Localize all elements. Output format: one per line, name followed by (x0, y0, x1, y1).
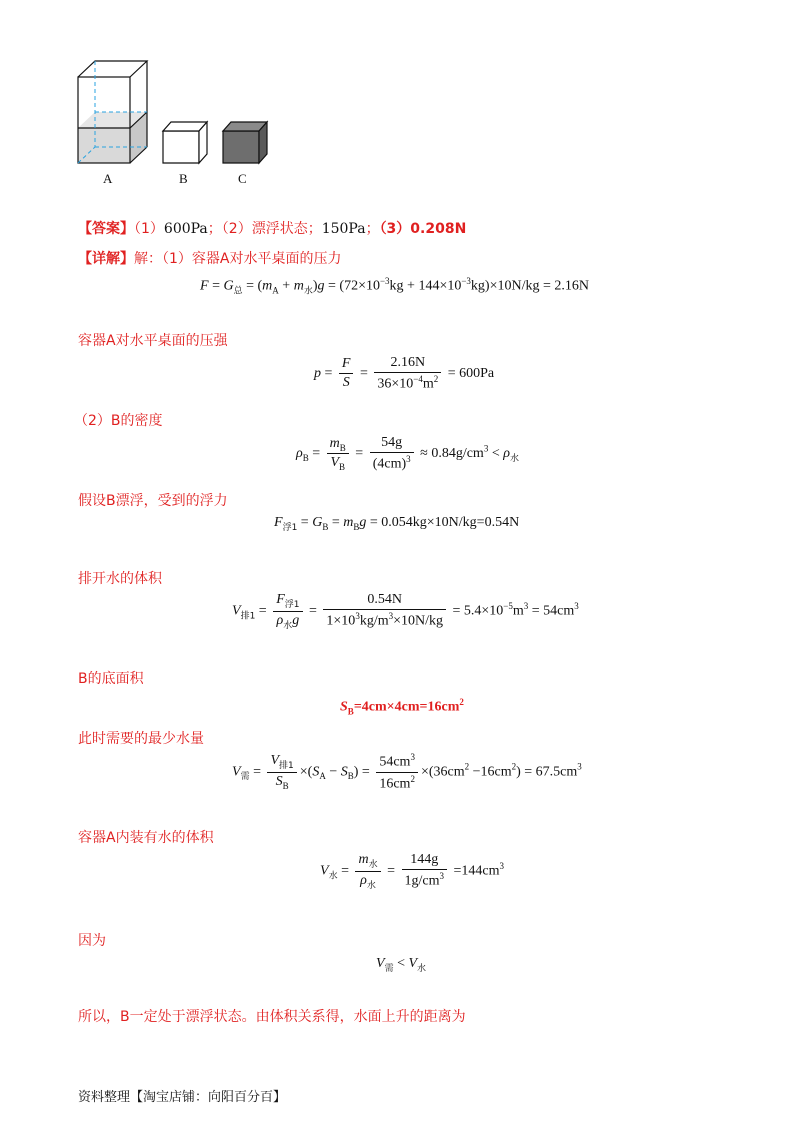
answer-part2-value: 150Pa (321, 221, 366, 237)
footer-source: 资料整理【淘宝店铺：向阳百分百】 (78, 1090, 287, 1105)
explanation-intro-line (78, 248, 341, 268)
answer-line (78, 218, 466, 238)
answer-part2-label: （2）漂浮状态； (221, 221, 322, 237)
answer-part1-label: （1） (134, 221, 164, 237)
containers-figure (70, 55, 280, 195)
answer-part1-value: 600Pa (163, 221, 208, 237)
text-density: （2）B的密度 (74, 413, 163, 429)
equation-density: $\rho_B$ = $\frac{m_B}{V_B}$ = $\frac{54g}{(4cm)^3}$ ≈ $0.84g/cm^3 < \rho_水$ (296, 435, 519, 473)
equation-displaced: $V_{排1}$ = $\frac{F_{浮1}}{\rho_水g}$ = $\frac{0.54N}{1\times 10^3kg/m^3\times 10N/kg}$ = $5.4\times 10^{-5}m^3 = 54cm^3$ (232, 592, 579, 631)
text-pressure: 容器A对水平桌面的压强 (78, 333, 228, 349)
equation-compare: $V_需 < V_水$ (376, 956, 427, 974)
answer-sep1: ； (207, 221, 222, 237)
text-min-water: 此时需要的最少水量 (78, 731, 204, 747)
explanation-intro: 解：（1）容器A对水平桌面的压力 (134, 251, 342, 267)
block-c (223, 122, 267, 163)
container-a-water-front (78, 128, 130, 163)
answer-tag: 【答案】 (78, 221, 134, 237)
text-because: 因为 (78, 933, 106, 949)
text-float: 假设B漂浮，受到的浮力 (78, 493, 228, 509)
equation-water-vol: $V_水$ = $\frac{m_水}{\rho_水}$ = $\frac{144g}{1g/cm^3}$ $=144cm^3$ (320, 852, 505, 891)
label-c: C (238, 171, 247, 186)
label-a: A (103, 171, 113, 186)
explanation-tag: 【详解】 (78, 251, 134, 267)
equation-force: $F = G_总 = (m_A + m_水)g = (72\times 10^{-3}kg + 144\times 10^{-3}kg)\times 10N/kg = 2.16N$ (200, 276, 589, 297)
answer-part3: （3）0.208N (379, 221, 467, 237)
equation-min-water: $V_需$ = $\frac{V_{排1}}{S_B}$ $\times(S_A - S_B)$ = $\frac{54cm^3}{16cm^2}$ $\times(36cm^2 -16cm^2) = 67.5cm^3$ (232, 752, 582, 792)
label-b: B (179, 171, 188, 186)
text-conclusion: 所以，B一定处于漂浮状态。由体积关系得，水面上升的距离为 (78, 1009, 466, 1025)
block-b (163, 122, 207, 163)
equation-base-area: $S_B=4cm\times 4cm=16cm^2$ (340, 697, 464, 717)
answer-sep2: ； (365, 221, 380, 237)
equation-pressure: p = $\frac{F}{S}$ = $\frac{2.16N}{36\times 10^{-4}m^2}$ = 600Pa (314, 355, 495, 392)
equation-buoyancy: $F_{浮1} = G_B = m_Bg = 0.054kg\times 10N/kg=0.54N$ (274, 515, 520, 533)
text-base: B的底面积 (78, 671, 144, 687)
text-displaced: 排开水的体积 (78, 571, 162, 587)
text-water-vol: 容器A内装有水的体积 (78, 830, 214, 846)
